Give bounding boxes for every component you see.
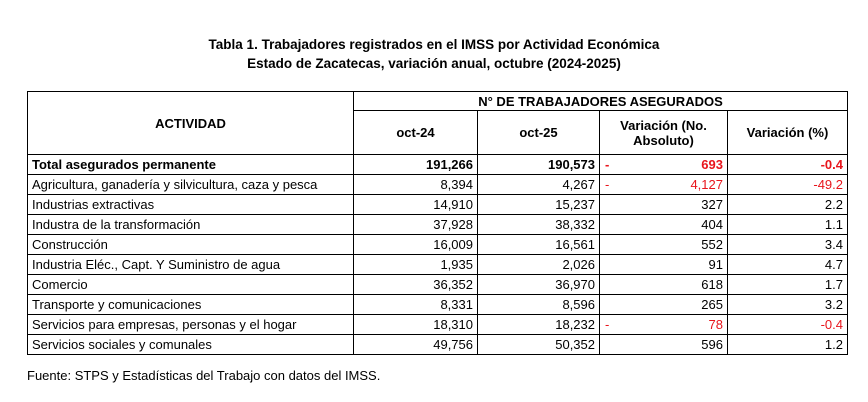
table-row — [28, 175, 848, 195]
cell-oct25: 4,267 — [478, 175, 600, 195]
table-row — [28, 335, 848, 355]
cell-variation-percent: 4.7 — [728, 255, 848, 275]
cell-variation-absolute-value: 327 — [701, 197, 723, 212]
cell-oct24: 1,935 — [354, 255, 478, 275]
cell-variation-absolute-value: 693 — [701, 157, 723, 172]
cell-variation-absolute-value: 552 — [701, 237, 723, 252]
cell-variation-absolute — [600, 235, 728, 255]
header-variacion-absoluta: Variación (No. Absoluto) — [600, 111, 728, 155]
cell-activity: Servicios sociales y comunales — [28, 335, 354, 355]
cell-variation-absolute — [600, 335, 728, 355]
cell-oct25: 8,596 — [478, 295, 600, 315]
cell-variation-absolute — [600, 295, 728, 315]
cell-variation-percent: 1.2 — [728, 335, 848, 355]
cell-activity: Construcción — [28, 235, 354, 255]
cell-variation-percent: 3.2 — [728, 295, 848, 315]
cell-variation-absolute-value: 265 — [701, 297, 723, 312]
header-group-trabajadores: N° DE TRABAJADORES ASEGURADOS — [354, 92, 848, 111]
cell-activity: Total asegurados permanente — [28, 155, 354, 175]
cell-variation-absolute-value: 78 — [708, 317, 723, 332]
cell-oct25: 38,332 — [478, 215, 600, 235]
cell-variation-absolute — [600, 175, 728, 195]
table-row — [28, 275, 848, 295]
header-actividad: ACTIVIDAD — [28, 92, 354, 155]
cell-oct24: 16,009 — [354, 235, 478, 255]
cell-oct24: 37,928 — [354, 215, 478, 235]
header-oct24: oct-24 — [354, 111, 478, 155]
cell-oct25: 190,573 — [478, 155, 600, 175]
cell-activity: Transporte y comunicaciones — [28, 295, 354, 315]
cell-oct24: 18,310 — [354, 315, 478, 335]
cell-variation-absolute — [600, 195, 728, 215]
cell-variation-absolute-value: 596 — [701, 337, 723, 352]
cell-oct24: 36,352 — [354, 275, 478, 295]
cell-variation-percent: -0.4 — [728, 315, 848, 335]
table-row — [28, 315, 848, 335]
cell-variation-absolute-value: 4,127 — [690, 177, 723, 192]
cell-oct25: 15,237 — [478, 195, 600, 215]
cell-activity: Industrias extractivas — [28, 195, 354, 215]
negative-dash-marker: - — [605, 317, 610, 332]
table-title-line1: Tabla 1. Trabajadores registrados en el IMSS por Actividad Económica — [208, 37, 660, 52]
workers-table — [27, 91, 848, 355]
cell-variation-absolute — [600, 255, 728, 275]
cell-oct25: 50,352 — [478, 335, 600, 355]
cell-variation-percent: 1.7 — [728, 275, 848, 295]
cell-oct24: 49,756 — [354, 335, 478, 355]
cell-variation-absolute-value: 404 — [701, 217, 723, 232]
table-title-line2: Estado de Zacatecas, variación anual, octubre (2024-2025) — [247, 56, 621, 71]
cell-variation-absolute — [600, 315, 728, 335]
table-body — [28, 155, 848, 355]
cell-oct24: 8,394 — [354, 175, 478, 195]
cell-activity: Industria Eléc., Capt. Y Suministro de agua — [28, 255, 354, 275]
source-note: Fuente: STPS y Estadísticas del Trabajo con datos del IMSS. — [27, 368, 381, 383]
cell-activity: Agricultura, ganadería y silvicultura, caza y pesca — [28, 175, 354, 195]
cell-oct24: 8,331 — [354, 295, 478, 315]
header-oct25: oct-25 — [478, 111, 600, 155]
cell-oct25: 36,970 — [478, 275, 600, 295]
cell-activity: Comercio — [28, 275, 354, 295]
table-row — [28, 195, 848, 215]
cell-variation-absolute — [600, 215, 728, 235]
cell-variation-percent: 2.2 — [728, 195, 848, 215]
cell-oct25: 16,561 — [478, 235, 600, 255]
cell-variation-percent: 1.1 — [728, 215, 848, 235]
cell-activity: Servicios para empresas, personas y el hogar — [28, 315, 354, 335]
cell-oct24: 191,266 — [354, 155, 478, 175]
negative-dash-marker: - — [605, 157, 610, 172]
cell-variation-percent: 3.4 — [728, 235, 848, 255]
cell-variation-absolute-value: 618 — [701, 277, 723, 292]
table-row — [28, 235, 848, 255]
cell-activity: Industra de la transformación — [28, 215, 354, 235]
cell-variation-absolute — [600, 275, 728, 295]
negative-dash-marker: - — [605, 177, 610, 192]
table-row — [28, 295, 848, 315]
cell-oct24: 14,910 — [354, 195, 478, 215]
cell-oct25: 18,232 — [478, 315, 600, 335]
cell-variation-absolute-value: 91 — [708, 257, 723, 272]
cell-variation-percent: -0.4 — [728, 155, 848, 175]
cell-oct25: 2,026 — [478, 255, 600, 275]
header-variacion-porcentual: Variación (%) — [728, 111, 848, 155]
cell-variation-percent: -49.2 — [728, 175, 848, 195]
cell-variation-absolute — [600, 155, 728, 175]
table-row — [28, 255, 848, 275]
table-row — [28, 155, 848, 175]
table-row — [28, 215, 848, 235]
